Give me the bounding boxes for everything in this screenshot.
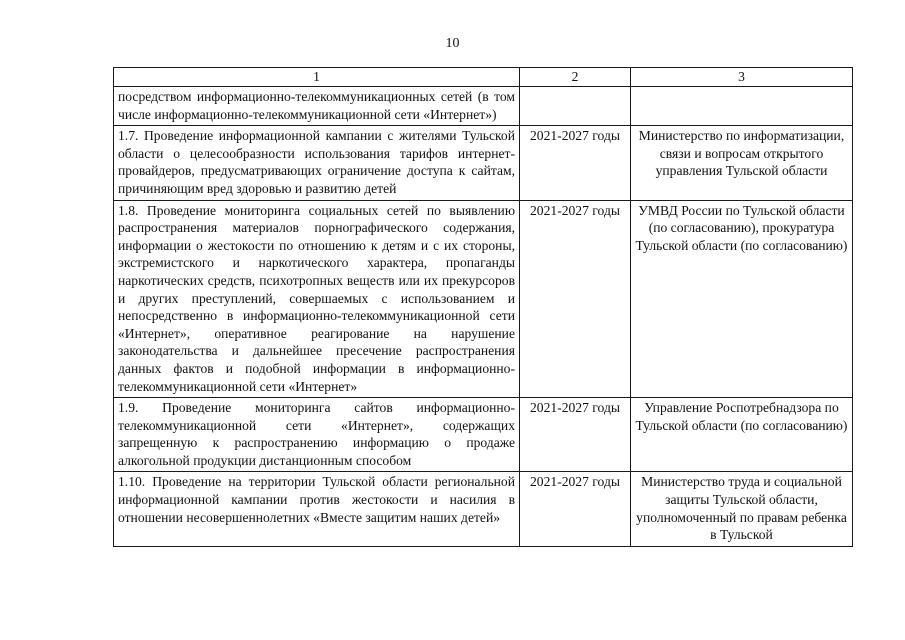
period-cell: 2021-2027 годы — [520, 398, 631, 472]
column-header-3: 3 — [631, 68, 853, 87]
action-cell: 1.8. Проведение мониторинга социальных сетей по выявлению распространения материалов порнографического содержания, информации о жестокости по отношению к детям и с их стороны, экстремистского и наркотического характера, пропаганды наркотических средств, психотропных веществ или их прекурсоров и других преступлений, совершаемых с использованием и непосредственно в информационно-телекоммуникационной сети «Интернет», оперативное реагирование на нарушение законодательства и дальнейшее пресечение распространения данных фактов и подобной информации в информационно-телекоммуникационной сети «Интернет» — [114, 200, 520, 398]
period-cell — [520, 87, 631, 126]
table-row — [114, 200, 853, 398]
action-cell: 1.10. Проведение на территории Тульской области региональной информационной кампании против жестокости и насилия в отношении несовершеннолетних «Вместе защитим наших детей» — [114, 472, 520, 546]
table-row — [114, 126, 853, 200]
table-row — [114, 398, 853, 472]
period-cell: 2021-2027 годы — [520, 200, 631, 398]
period-cell: 2021-2027 годы — [520, 126, 631, 200]
executor-cell — [631, 87, 853, 126]
table-row — [114, 472, 853, 546]
column-header-1: 1 — [114, 68, 520, 87]
table-row — [114, 87, 853, 126]
table-header-row — [114, 68, 853, 87]
executor-cell: Министерство по информатизации, связи и вопросам открытого управления Тульской области — [631, 126, 853, 200]
period-cell: 2021-2027 годы — [520, 472, 631, 546]
action-cell: 1.9. Проведение мониторинга сайтов информационно-телекоммуникационной сети «Интернет», содержащих запрещенную к распространению информацию о продаже алкогольной продукции дистанционным способом — [114, 398, 520, 472]
page-number: 10 — [445, 36, 460, 51]
executor-cell: УМВД России по Тульской области (по согласованию), прокуратура Тульской области (по согласованию) — [631, 200, 853, 398]
action-cell: 1.7. Проведение информационной кампании с жителями Тульской области о целесообразности использования тарифов интернет-провайдеров, предусматривающих ограничение доступа к сайтам, причиняющим вред здоровью и развитию детей — [114, 126, 520, 200]
executor-cell: Министерство труда и социальной защиты Тульской области, уполномоченный по правам ребенка в Тульской — [631, 472, 853, 546]
column-header-2: 2 — [520, 68, 631, 87]
action-cell: посредством информационно-телекоммуникационных сетей (в том числе информационно-телекоммуникационной сети «Интернет») — [114, 87, 520, 126]
measures-table — [113, 67, 853, 547]
executor-cell: Управление Роспотребнадзора по Тульской области (по согласованию) — [631, 398, 853, 472]
